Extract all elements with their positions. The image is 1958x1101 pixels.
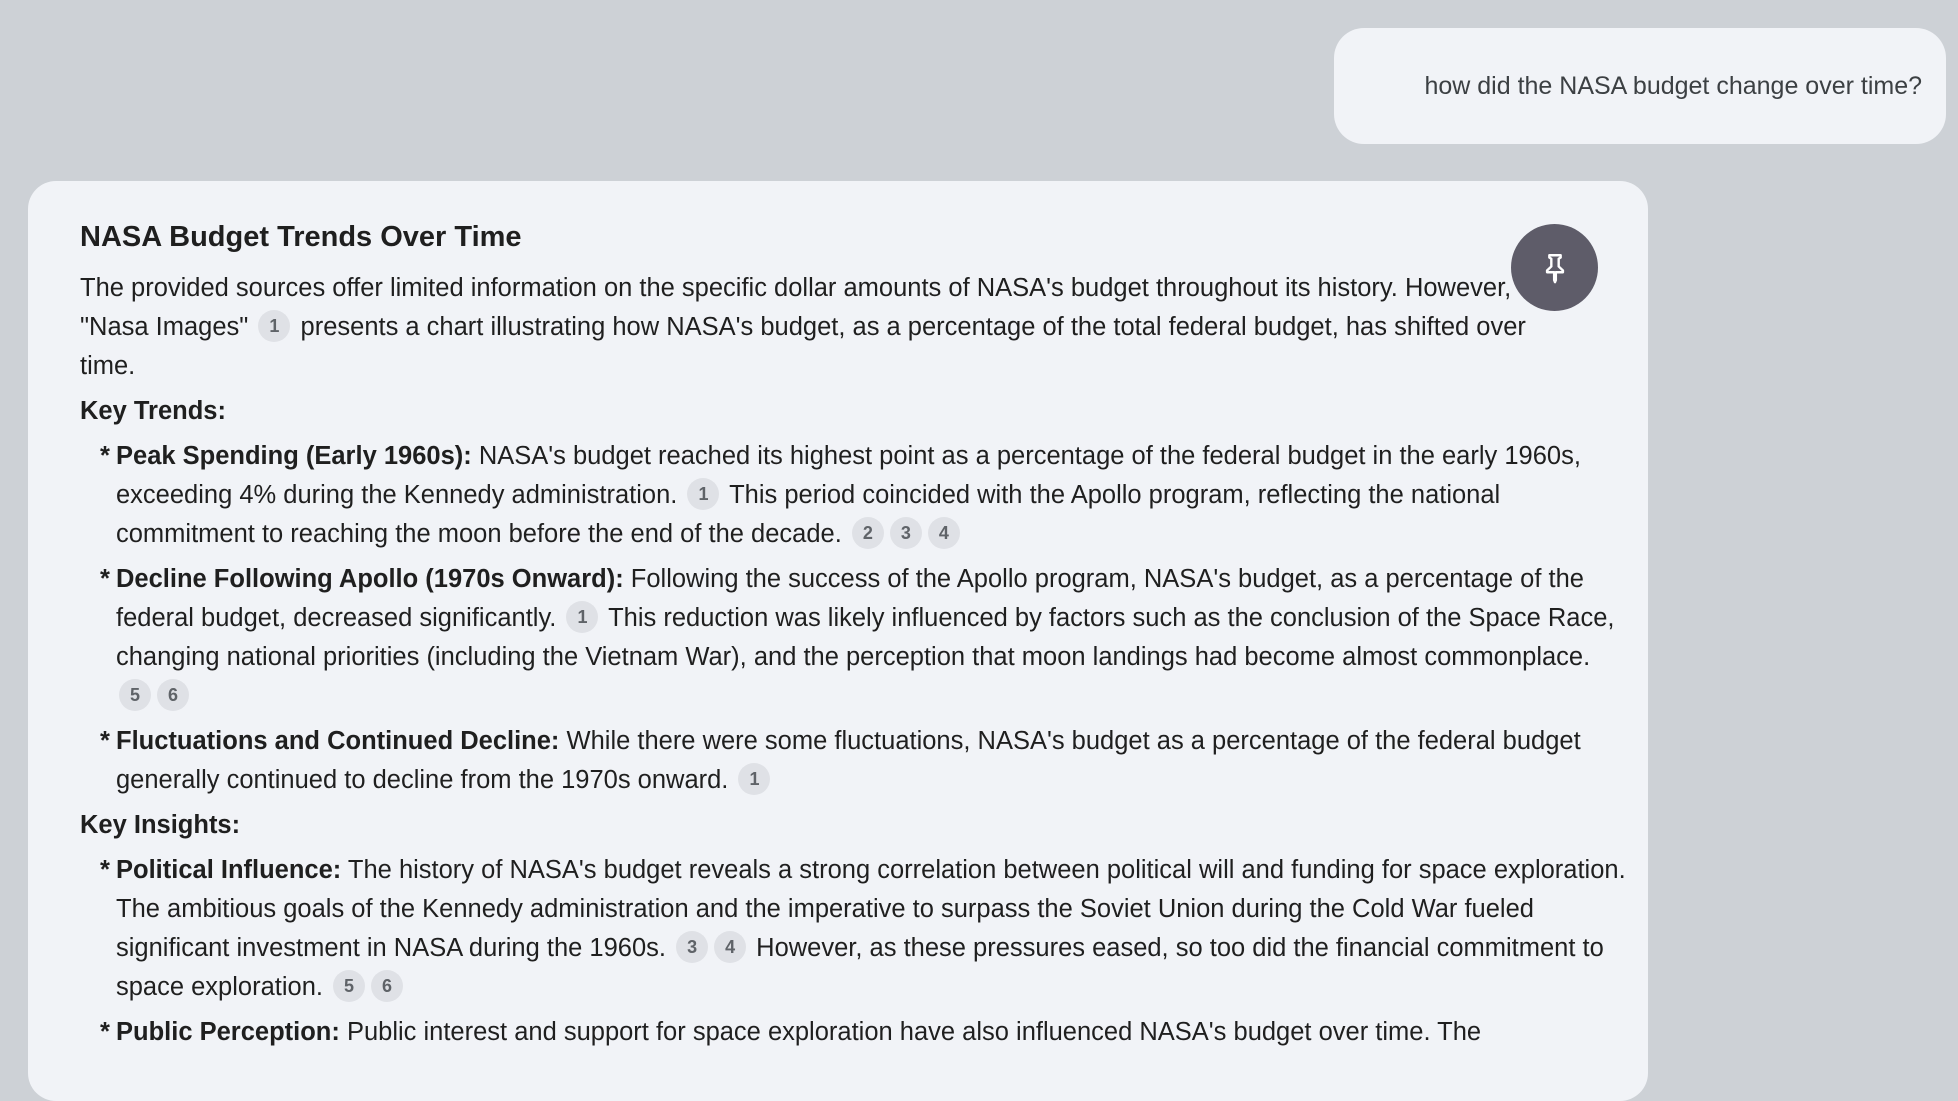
citation-chip[interactable]: 1 [738, 763, 770, 795]
citation-chip[interactable]: 6 [371, 970, 403, 1002]
insight-lead: Political Influence: [116, 855, 342, 884]
intro-paragraph [80, 269, 1560, 386]
intro-text-2: presents a chart illustrating how NASA's budget, as a percentage of the total federal budget, has shifted over time. [80, 312, 1526, 380]
trends-list [80, 437, 1615, 800]
insights-list [80, 851, 1626, 1052]
trend-item [80, 722, 1630, 800]
bullet-marker: * [100, 726, 110, 755]
citation-chip[interactable]: 3 [676, 931, 708, 963]
bullet-marker: * [100, 1017, 110, 1046]
citation-chip[interactable]: 5 [333, 970, 365, 1002]
citation-chip[interactable]: 2 [852, 517, 884, 549]
citation-chip[interactable]: 4 [714, 931, 746, 963]
user-query-bubble [1334, 28, 1946, 144]
insight-text: The history of NASA's budget reveals a strong correlation between political will and funding for space exploration. The ambitious goals of the Kennedy administration and the imperative to surpass the Soviet Union during the Cold War fueled significant investment in NASA during the 1960s. [116, 855, 1626, 962]
key-insights-heading: Key Insights: [80, 810, 241, 839]
bullet-marker: * [100, 855, 110, 884]
pin-icon [1538, 251, 1572, 285]
intro-text-1: The provided sources offer limited information on the specific dollar amounts of NASA's budget throughout its history. However, "Nasa Images" [80, 273, 1512, 341]
user-query-text: how did the NASA budget change over time? [1424, 71, 1922, 100]
trend-item [80, 437, 1630, 554]
trend-lead: Peak Spending (Early 1960s): [116, 441, 472, 470]
citation-chip[interactable]: 4 [928, 517, 960, 549]
citation-chip[interactable]: 3 [890, 517, 922, 549]
insight-text: Public interest and support for space exploration have also influenced NASA's budget over time. The [339, 1017, 1482, 1046]
insight-item [80, 1013, 1630, 1052]
trend-text: This period coincided with the Apollo program, reflecting the national commitment to reaching the moon before the end of the decade. [116, 480, 1501, 548]
bullet-marker: * [100, 441, 110, 470]
answer-card [28, 181, 1648, 1101]
insight-text: However, as these pressures eased, so too did the financial commitment to space exploration. [116, 933, 1604, 1001]
citation-chip[interactable]: 1 [566, 601, 598, 633]
trend-text: NASA's budget reached its highest point as a percentage of the federal budget in the early 1960s, exceeding 4% during the Kennedy administration. [116, 441, 1581, 509]
citation-chip[interactable]: 1 [687, 478, 719, 510]
answer-content [80, 269, 1626, 1052]
trend-lead: Fluctuations and Continued Decline: [116, 726, 560, 755]
trend-item [80, 560, 1630, 716]
citation-chip[interactable]: 6 [157, 679, 189, 711]
answer-title: NASA Budget Trends Over Time [80, 221, 522, 253]
trend-text: This reduction was likely influenced by factors such as the conclusion of the Space Race, changing national priorities (including the Vietnam War), and the perception that moon landings had become almost commonplace. [116, 603, 1615, 671]
insight-lead: Public Perception: [116, 1017, 340, 1046]
trend-text: Following the success of the Apollo program, NASA's budget, as a percentage of the federal budget, decreased significantly. [116, 564, 1584, 632]
trend-lead: Decline Following Apollo (1970s Onward): [116, 564, 624, 593]
pin-button[interactable] [1511, 224, 1598, 311]
citation-chip[interactable]: 1 [258, 310, 290, 342]
trend-text: While there were some fluctuations, NASA's budget as a percentage of the federal budget generally continued to decline from the 1970s onward. [116, 726, 1581, 794]
bullet-marker: * [100, 564, 110, 593]
citation-chip[interactable]: 5 [119, 679, 151, 711]
key-trends-heading: Key Trends: [80, 396, 226, 425]
insight-item [80, 851, 1630, 1007]
